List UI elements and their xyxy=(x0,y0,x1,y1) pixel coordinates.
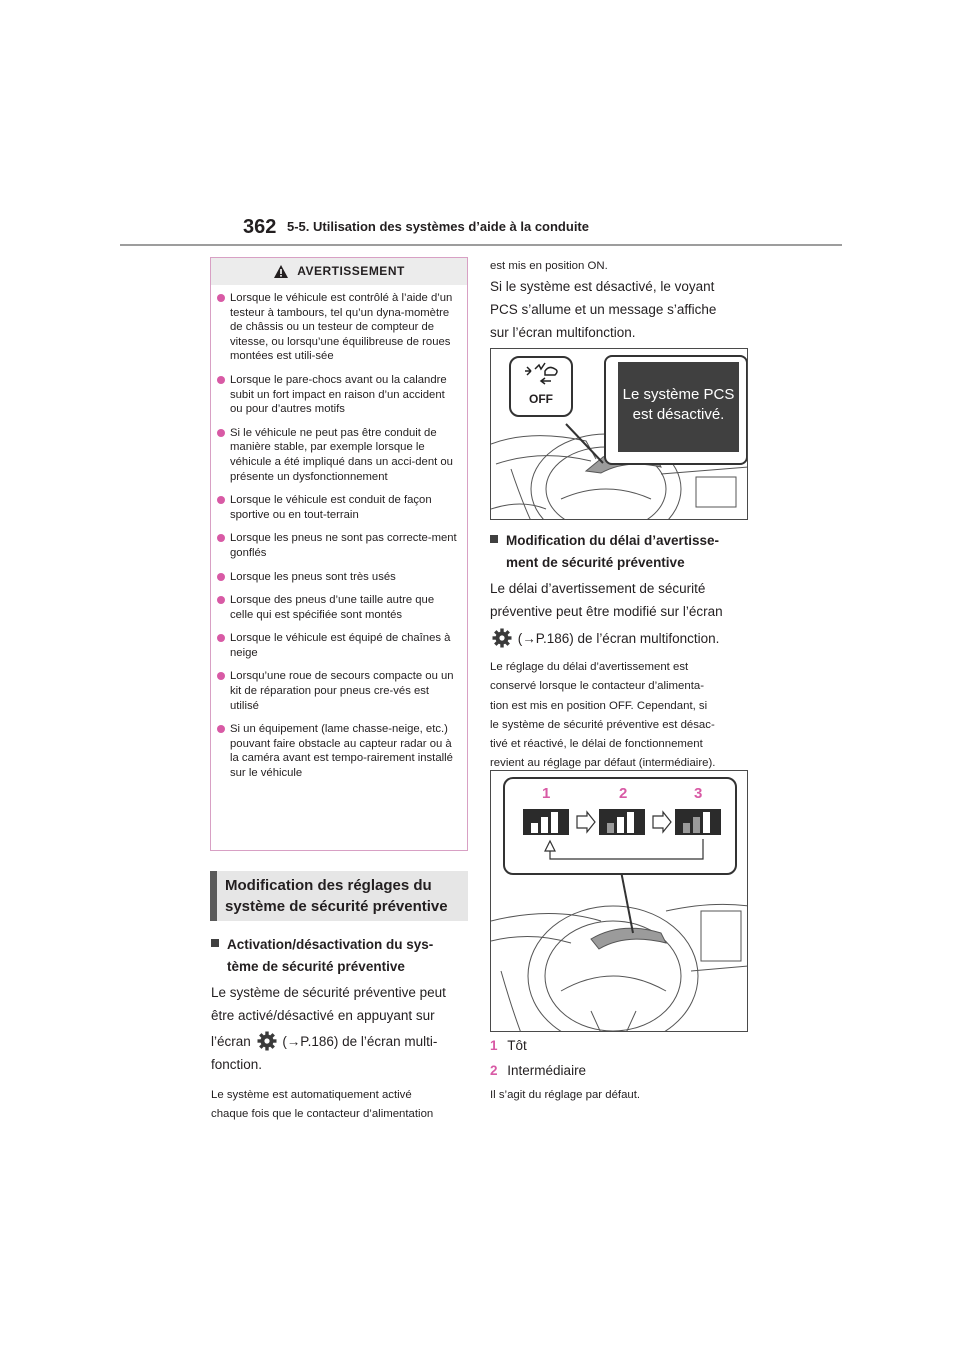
page-number: 362 xyxy=(243,216,277,238)
list-item: Lorsque le véhicule est conduit de façon sportive ou en tout-terrain xyxy=(217,493,457,522)
list-item: Lorsque le véhicule est contrôlé à l’aide d’un testeur à tambours, tel qu’un dyna-momètre de châssis ou un testeur de compteur de vitesse, ou lorsqu’une équilibreuse de roues montées est utili-sée xyxy=(217,291,457,364)
bullet-icon xyxy=(217,725,225,733)
figure-timing-settings xyxy=(490,770,748,1032)
square-bullet-icon xyxy=(211,939,219,947)
warning-header xyxy=(211,258,467,285)
activation-heading: Activation/désactivation du sys- xyxy=(211,934,473,956)
arrow-right-icon xyxy=(577,812,595,832)
body-text: fonction. xyxy=(211,1057,263,1072)
pcs-warning-icon xyxy=(519,361,563,387)
warning-title: AVERTISSEMENT xyxy=(297,264,405,278)
timing-label-3: 3 xyxy=(694,785,703,802)
timing-bars-diagram xyxy=(505,779,735,873)
list-item: Lorsque des pneus d’une taille autre que celle qui est spécifiée sont montés xyxy=(217,593,457,622)
activation-heading-2: tème de sécurité préventive xyxy=(227,959,405,974)
timing-heading: Modification du délai d’avertisse- xyxy=(490,530,760,552)
list-item: 1 Tôt xyxy=(490,1038,527,1053)
timing-label-1: 1 xyxy=(542,785,551,802)
bullet-icon xyxy=(217,534,225,542)
header-rule xyxy=(120,244,842,246)
bullet-icon xyxy=(217,429,225,437)
warning-icon xyxy=(273,264,289,279)
list-item: Lorsque les pneus sont très usés xyxy=(217,570,457,585)
pcs-off-indicator xyxy=(509,356,573,417)
off-label: OFF xyxy=(529,392,553,406)
list-item: Lorsque le véhicule est équipé de chaînes à neige xyxy=(217,631,457,660)
pcs-message-screen xyxy=(618,362,739,452)
activation-block xyxy=(211,934,473,1125)
timing-note: Le réglage du délai d’avertissement est conservé lorsque le contacteur d’alimenta- tion est mis en position OFF. Cependant, si le système de sécurité préventive est désac- tivé et réactivé, le délai de fonctionnement revient au réglage par défaut (intermédiaire). xyxy=(490,661,716,770)
body-text: être activé/désactivé en appuyant sur xyxy=(211,1008,435,1023)
screen-message-line2: est désactivé. xyxy=(632,406,725,423)
list-item: 2 Intermédiaire xyxy=(490,1063,587,1078)
bullet-icon xyxy=(217,634,225,642)
bullet-icon xyxy=(217,573,225,581)
default-note: Il s’agit du réglage par défaut. xyxy=(490,1089,641,1101)
gear-icon xyxy=(257,1031,277,1051)
timing-popup xyxy=(503,777,737,875)
pcs-off-paragraph: Si le système est désactivé, le voyant PCS s’allume et un message s’affiche sur l’écran multifonction. xyxy=(490,279,717,340)
timing-bars-3-icon xyxy=(675,809,721,835)
return-arrow-icon xyxy=(550,839,703,859)
bullet-icon xyxy=(217,672,225,680)
square-bullet-icon xyxy=(490,535,498,543)
body-text: Le système de sécurité préventive peut xyxy=(211,985,446,1000)
bullet-icon xyxy=(217,294,225,302)
note-text: chaque fois que le contacteur d’alimentation xyxy=(211,1108,434,1121)
body-text: Le délai d’avertissement de sécurité xyxy=(490,581,706,596)
timing-block xyxy=(490,530,760,774)
screen-message-line1: Le système PCS xyxy=(622,386,735,403)
list-item: Lorsque le pare-chocs avant ou la calandre subit un fort impact en raison d’un accident ou pour d’autres motifs xyxy=(217,373,457,417)
list-item: Lorsque les pneus ne sont pas correcte-ment gonflés xyxy=(217,531,457,560)
bullet-icon xyxy=(217,496,225,504)
list-item: Lorsqu’une roue de secours compacte ou un kit de réparation pour pneus cre-vés est utilisé xyxy=(217,669,457,713)
list-item: Si le véhicule ne peut pas être conduit de manière stable, par exemple lorsque le véhicule a été impliqué dans un acci-dent ou présente un dysfonctionnement xyxy=(217,426,457,484)
body-text: (→P.186) de l’écran multifonction. xyxy=(490,627,760,650)
timing-heading-2: ment de sécurité préventive xyxy=(506,555,685,570)
section-title-box xyxy=(210,871,468,921)
section-title-line1: Modification des réglages du xyxy=(225,877,432,894)
body-text: préventive peut être modifié sur l’écran xyxy=(490,604,723,619)
body-text: l’écran (→P.186) de l’écran multi- xyxy=(211,1030,473,1053)
timing-bars-1-icon xyxy=(523,809,569,835)
warning-box xyxy=(210,257,468,851)
timing-label-2: 2 xyxy=(619,785,628,802)
chapter-title: 5-5. Utilisation des systèmes d’aide à la conduite xyxy=(287,219,589,234)
bullet-icon xyxy=(217,376,225,384)
section-title-line2: système de sécurité préventive xyxy=(225,898,448,915)
continued-text: est mis en position ON. xyxy=(490,260,608,272)
arrow-right-icon xyxy=(653,812,671,832)
bullet-icon xyxy=(217,596,225,604)
gear-icon xyxy=(492,628,512,648)
list-item: Si un équipement (lame chasse-neige, etc.) pouvant faire obstacle au capteur radar ou à la caméra avant est tempo-rairement installé sur le véhicule xyxy=(217,722,457,780)
timing-list xyxy=(490,1034,640,1105)
timing-bars-2-icon xyxy=(599,809,645,835)
note-text: Le système est automatiquement activé xyxy=(211,1089,412,1101)
warning-list xyxy=(211,291,467,781)
